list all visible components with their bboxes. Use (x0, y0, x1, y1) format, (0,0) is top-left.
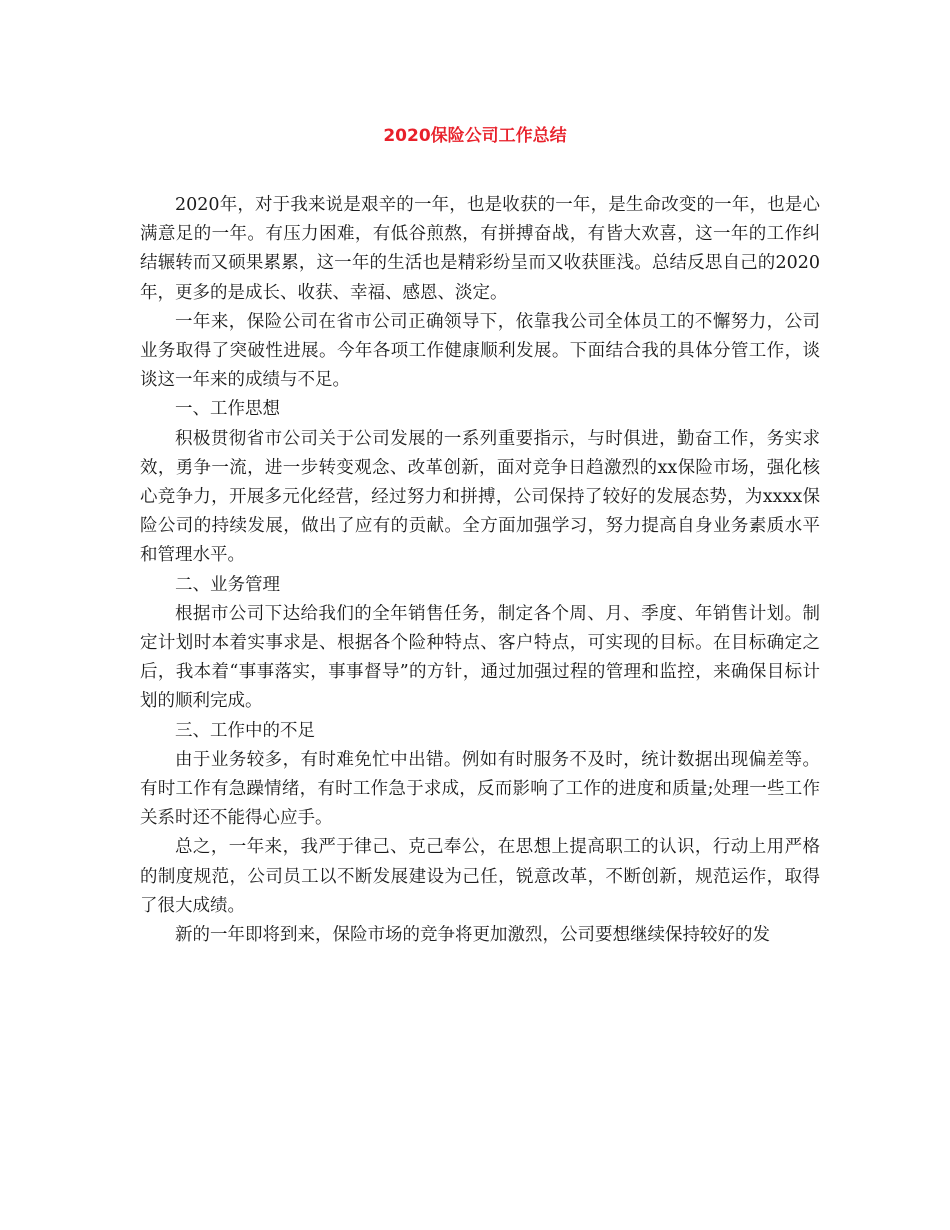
paragraph-work-thought: 积极贯彻省市公司关于公司发展的一系列重要指示，与时俱进，勤奋工作，务实求效，勇争一流，进一步转变观念、改革创新，面对竞争日趋激烈的xx保险市场，强化核心竞争力，开展多元化经营，经过努力和拼搏，公司保持了较好的发展态势，为xxxx保险公司的持续发展，做出了应有的贡献。全方面加强学习，努力提高自身业务素质水平和管理水平。 (140, 428, 820, 566)
paragraph-business-management: 根据市公司下达给我们的全年销售任务，制定各个周、月、季度、年销售计划。制定计划时本着实事求是、根据各个险种特点、客户特点，可实现的目标。在目标确定之后，我本着“事事落实，事事督导”的方针，通过加强过程的管理和监控，来确保目标计划的顺利完成。 (140, 603, 820, 712)
document-title: 2020保险公司工作总结 (383, 126, 567, 146)
paragraph-overview: 一年来，保险公司在省市公司正确领导下，依靠我公司全体员工的不懈努力，公司业务取得了突破性进展。今年各项工作健康顺利发展。下面结合我的具体分管工作，谈谈这一年来的成绩与不足。 (140, 311, 820, 391)
section-heading-business-management: 二、业务管理 (175, 574, 280, 595)
paragraph-outlook: 新的一年即将到来，保险市场的竞争将更加激烈，公司要想继续保持较好的发 (175, 925, 770, 946)
paragraph-intro: 2020年，对于我来说是艰辛的一年，也是收获的一年，是生命改变的一年，也是心满意足的一年。有压力困难，有低谷煎熬，有拼搏奋战，有皆大欢喜，这一年的工作纠结辗转而又硕果累累，这一年的生活也是精彩纷呈而又收获匪浅。总结反思自己的2020年，更多的是成长、收获、幸福、感恩、淡定。 (140, 195, 820, 303)
paragraph-shortcomings: 由于业务较多，有时难免忙中出错。例如有时服务不及时，统计数据出现偏差等。有时工作有急躁情绪，有时工作急于求成，反而影响了工作的进度和质量;处理一些工作关系时还不能得心应手。 (140, 749, 820, 829)
document-body (140, 191, 820, 950)
paragraph-summary: 总之，一年来，我严于律己、克己奉公，在思想上提高职工的认识，行动上用严格的制度规范，公司员工以不断发展建设为己任，锐意改革，不断创新，规范运作，取得了很大成绩。 (140, 837, 820, 916)
section-heading-work-thought: 一、工作思想 (175, 399, 280, 420)
section-heading-shortcomings: 三、工作中的不足 (175, 720, 315, 741)
